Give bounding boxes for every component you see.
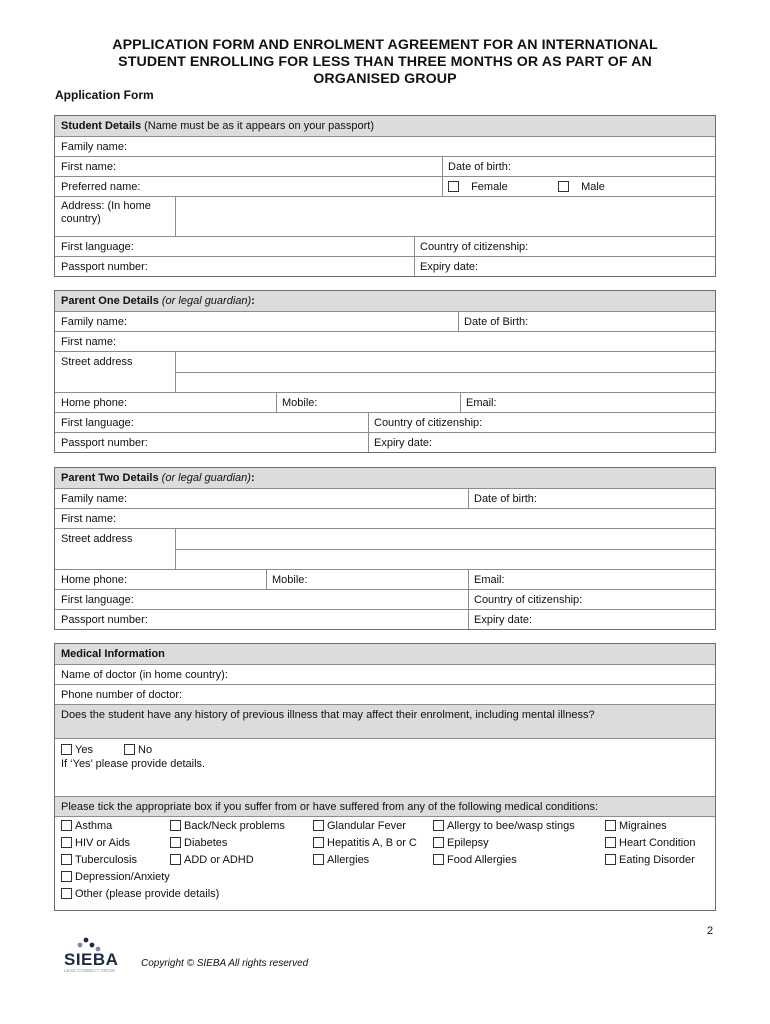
condition-label: Allergies [327, 854, 370, 866]
glandular-fever-checkbox[interactable] [313, 820, 324, 831]
yes-details-prompt: If ‘Yes’ please provide details. [61, 758, 206, 770]
section-title: Medical Information [61, 648, 165, 660]
parent1-mobile-field[interactable]: Mobile: [282, 397, 318, 409]
student-family-name-field[interactable] [55, 136, 715, 156]
no-label: No [138, 744, 153, 756]
parent2-citizenship-field[interactable]: Country of citizenship: [474, 594, 583, 606]
conditions-prompt: Please tick the appropriate box if you suffer from or have suffered from any of the following medical conditions: [61, 801, 599, 813]
food-allergies-checkbox[interactable] [433, 854, 444, 865]
depression-anxiety-checkbox[interactable] [61, 871, 72, 882]
section-header [55, 291, 715, 311]
section-header [55, 116, 715, 136]
hiv-aids-checkbox[interactable] [61, 837, 72, 848]
condition-label: Asthma [75, 820, 113, 832]
doctor-name-field[interactable]: Name of doctor (in home country): [61, 669, 228, 681]
section-title: Parent Two Details [61, 472, 159, 484]
conditions-list [55, 816, 715, 911]
form-subtitle: Application Form [55, 88, 154, 102]
condition-label: Eating Disorder [619, 854, 695, 866]
student-expiry-field[interactable]: Expiry date: [420, 261, 479, 273]
form-title-line: STUDENT ENROLLING FOR LESS THAN THREE MONTHS OR AS PART OF AN [118, 54, 652, 70]
parent2-mobile-field[interactable]: Mobile: [272, 574, 308, 586]
condition-label: Migraines [619, 820, 667, 832]
section-colon: : [250, 472, 255, 484]
student-address-label [55, 197, 175, 236]
other-condition-checkbox[interactable] [61, 888, 72, 899]
section-note: (Name must be as it appears on your passport) [144, 120, 375, 132]
condition-label: Other (please provide details) [75, 888, 220, 900]
illness-yes-checkbox[interactable] [61, 744, 72, 755]
parent-one-section [54, 290, 716, 453]
student-dob-field[interactable]: Date of birth: [448, 161, 511, 173]
parent1-dob-field[interactable]: Date of Birth: [464, 316, 529, 328]
student-passport-field[interactable]: Passport number: [61, 261, 148, 273]
parent2-home-phone-field[interactable]: Home phone: [61, 574, 128, 586]
asthma-checkbox[interactable] [61, 820, 72, 831]
female-checkbox[interactable] [448, 181, 459, 192]
section-header [55, 468, 715, 488]
parent1-first-name-field[interactable]: First name: [61, 336, 117, 348]
male-checkbox[interactable] [558, 181, 569, 192]
logo-tagline: LEAD CONNECT GROW [64, 968, 115, 973]
parent2-email-field[interactable]: Email: [474, 574, 505, 586]
female-label: Female [471, 181, 508, 193]
condition-label: Back/Neck problems [184, 820, 285, 832]
address-label-line: country) [61, 213, 101, 225]
section-note: (or legal guardian) [161, 295, 252, 307]
condition-label: Hepatitis A, B or C [327, 837, 417, 849]
migraines-checkbox[interactable] [605, 820, 616, 831]
yes-label: Yes [75, 744, 93, 756]
section-title: Parent One Details [61, 295, 159, 307]
parent2-family-name-field[interactable]: Family name: [61, 493, 128, 505]
section-note: (or legal guardian) [161, 472, 251, 484]
tuberculosis-checkbox[interactable] [61, 854, 72, 865]
student-preferred-name-field[interactable]: Preferred name: [61, 181, 141, 193]
form-title-line: APPLICATION FORM AND ENROLMENT AGREEMENT FOR AN INTERNATIONAL [112, 37, 658, 53]
parent-two-section [54, 467, 716, 630]
parent2-first-language-field[interactable]: First language: [61, 594, 134, 606]
student-details-section [54, 115, 716, 277]
condition-label: Diabetes [184, 837, 228, 849]
back-neck-checkbox[interactable] [170, 820, 181, 831]
parent1-email-field[interactable]: Email: [466, 397, 497, 409]
epilepsy-checkbox[interactable] [433, 837, 444, 848]
heart-condition-checkbox[interactable] [605, 837, 616, 848]
condition-label: Epilepsy [447, 837, 489, 849]
parent2-dob-field[interactable]: Date of birth: [474, 493, 537, 505]
parent1-expiry-field[interactable]: Expiry date: [374, 437, 433, 449]
eating-disorder-checkbox[interactable] [605, 854, 616, 865]
male-label: Male [581, 181, 605, 193]
parent1-street-input[interactable] [175, 352, 715, 392]
parent1-street-label: Street address [61, 356, 133, 368]
diabetes-checkbox[interactable] [170, 837, 181, 848]
condition-label: ADD or ADHD [184, 854, 254, 866]
condition-label: Food Allergies [447, 854, 517, 866]
student-first-language-field[interactable]: First language: [61, 241, 134, 253]
student-address-input[interactable] [175, 197, 715, 236]
logo-text: SIEBA [64, 950, 119, 969]
parent2-passport-field[interactable]: Passport number: [61, 614, 148, 626]
add-adhd-checkbox[interactable] [170, 854, 181, 865]
condition-label: Glandular Fever [327, 820, 406, 832]
copyright-notice: Copyright © SIEBA All rights reserved [141, 958, 309, 969]
field-label: Family name: [61, 141, 128, 153]
section-colon: : [251, 295, 255, 307]
parent1-passport-field[interactable]: Passport number: [61, 437, 148, 449]
condition-label: Heart Condition [619, 837, 696, 849]
section-title: Student Details [61, 120, 142, 132]
parent2-street-input[interactable] [175, 529, 715, 569]
parent2-first-name-field[interactable]: First name: [61, 513, 117, 525]
condition-label: Allergy to bee/wasp stings [447, 820, 575, 832]
parent2-street-label: Street address [61, 533, 133, 545]
student-first-name-field[interactable]: First name: [61, 161, 117, 173]
doctor-phone-field[interactable]: Phone number of doctor: [61, 689, 183, 701]
allergies-checkbox[interactable] [313, 854, 324, 865]
parent1-citizenship-field[interactable]: Country of citizenship: [374, 417, 483, 429]
parent2-expiry-field[interactable]: Expiry date: [474, 614, 533, 626]
hepatitis-checkbox[interactable] [313, 837, 324, 848]
section-header [55, 644, 715, 664]
address-label-line: Address: (In home [61, 200, 151, 212]
condition-label: Tuberculosis [75, 854, 137, 866]
student-citizenship-field[interactable]: Country of citizenship: [420, 241, 529, 253]
illness-history-question: Does the student have any history of previous illness that may affect their enrolment, including mental illness? [61, 709, 595, 721]
condition-label: HIV or Aids [75, 837, 131, 849]
form-title [60, 37, 710, 88]
form-title-line: ORGANISED GROUP [313, 71, 457, 87]
page-number: 2 [707, 925, 714, 937]
illness-no-checkbox[interactable] [124, 744, 135, 755]
parent1-first-language-field[interactable]: First language: [61, 417, 134, 429]
condition-label: Depression/Anxiety [75, 871, 170, 883]
allergy-stings-checkbox[interactable] [433, 820, 444, 831]
parent1-family-name-field[interactable]: Family name: [61, 316, 128, 328]
parent1-home-phone-field[interactable]: Home phone: [61, 397, 128, 409]
medical-section [54, 643, 716, 911]
